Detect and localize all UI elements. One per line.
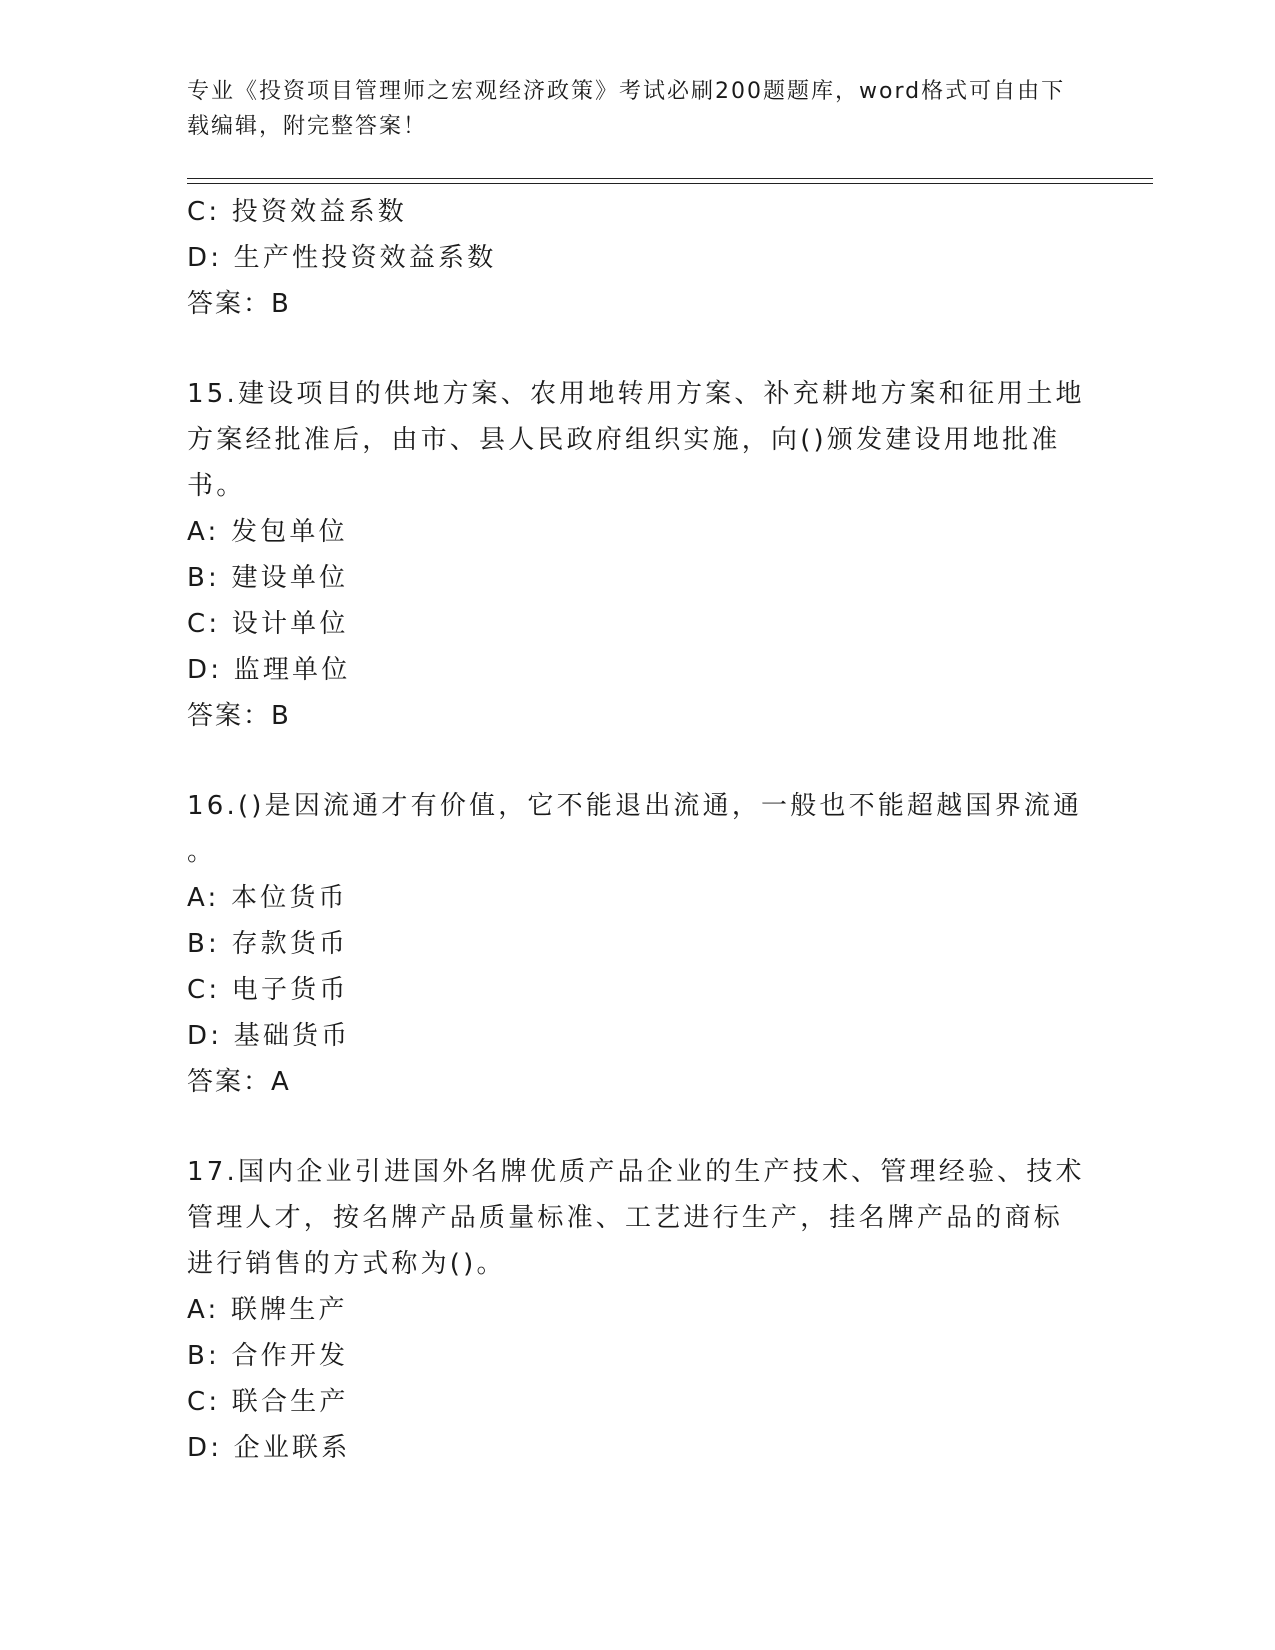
question-stem: 15.建设项目的供地方案、农用地转用方案、补充耕地方案和征用土地 方案经批准后，由市、县人民政府组织实施，向()颁发建设用地批准 书。 <box>187 379 1085 501</box>
question-stem: 16.()是因流通才有价值，它不能退出流通，一般也不能超越国界流通 。 <box>187 791 1083 867</box>
question-15 <box>187 371 1087 739</box>
option-b: B: 存款货币 <box>187 929 349 959</box>
question-content <box>187 189 1087 1471</box>
option-a: A: 发包单位 <box>187 517 348 547</box>
option-a: A: 联牌生产 <box>187 1295 348 1325</box>
question-17 <box>187 1149 1087 1471</box>
option-d: D: 基础货币 <box>187 1021 351 1051</box>
option-d: D: 生产性投资效益系数 <box>187 243 497 273</box>
option-c: C: 电子货币 <box>187 975 349 1005</box>
option-b: B: 合作开发 <box>187 1341 349 1371</box>
answer: 答案：A <box>187 1067 291 1097</box>
question-16 <box>187 783 1087 1105</box>
option-a: A: 本位货币 <box>187 883 348 913</box>
header-divider-second <box>187 183 1153 184</box>
option-c: C: 设计单位 <box>187 609 349 639</box>
document-header: 专业《投资项目管理师之宏观经济政策》考试必刷200题题库，word格式可自由下载编辑，附完整答案！ <box>187 79 1066 139</box>
answer: 答案：B <box>187 289 291 319</box>
header-divider <box>187 178 1153 179</box>
option-d: D: 监理单位 <box>187 655 351 685</box>
question-stem: 17.国内企业引进国外名牌优质产品企业的生产技术、管理经验、技术 管理人才，按名牌产品质量标准、工艺进行生产，挂名牌产品的商标 进行销售的方式称为()。 <box>187 1157 1085 1279</box>
carryover-question <box>187 189 1087 327</box>
option-d: D: 企业联系 <box>187 1433 351 1463</box>
answer: 答案：B <box>187 701 291 731</box>
option-c: C: 投资效益系数 <box>187 197 407 227</box>
option-b: B: 建设单位 <box>187 563 349 593</box>
option-c: C: 联合生产 <box>187 1387 349 1417</box>
